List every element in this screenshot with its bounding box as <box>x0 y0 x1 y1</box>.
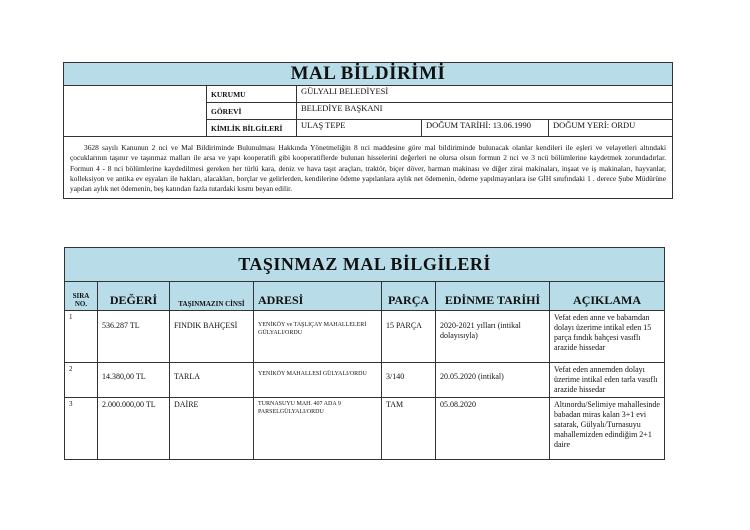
row-address: YENİKÖY ve TAŞLIÇAY MAHALLELERİ GÜLYALI/ORDU <box>254 311 382 363</box>
header-adresi: ADRESİ <box>254 282 382 311</box>
row-no: 2 <box>65 363 98 398</box>
header-sira: SIRA NO. <box>65 282 98 311</box>
row-address: TURNASUYU MAH. 407 ADA 9 PARSELGÜLYALI/ORDU <box>254 398 382 460</box>
form-title: MAL BİLDİRİMİ <box>64 63 673 86</box>
header-degeri: DEĞERİ <box>98 282 170 311</box>
header-parca: PARÇA <box>382 282 436 311</box>
row-address: YENİKÖY MAHALLESİ GÜLYALI/ORDU <box>254 363 382 398</box>
declaration-form <box>63 62 672 199</box>
row-acquired: 20.05.2020 (intikal) <box>436 363 550 398</box>
legal-paragraph: 3628 sayılı Kanunun 2 nci ve Mal Bildiriminde Bulunulması Hakkında Yönetmeliğin 8 nci maddesine göre mal bildiriminde bulunacak olanlar kendileri ile eşleri ve velayetleri altındaki çocuklarının taşınır ve taşınmaz malları ile arsa ve yapı kooperatifi gibi kooperatiflerde bulunan hisselerini değerleri ne olursa olsun formun 2 nci ve 3 ncü bölümlerine kaydetmek zorundadırlar. Formun 4 - 8 nci bölümlerine kaydedilmesi gereken her türlü kara, deniz ve hava taşıt araçları, traktör, biçer döver, harman makinası ve diğer zirai makinaları, inşaat ve iş makinaları, hayvanlar, kolleksiyon ve antika ev eşyaları ile hakları, alacakları, borçlar ve gelirlerden, kendilerine ödeme yapılanlara aylık net ödemenin, ödeme yapılmayanlara ise GİH sınıfındaki 1 . derece Şube Müdürüne yapılan aylık net ödemenin, beş katından fazla tutardaki kısmı beyan edilir. <box>64 137 673 199</box>
row-no: 1 <box>65 311 98 363</box>
estate-title: TAŞINMAZ MAL BİLGİLERİ <box>65 248 665 282</box>
row-type: TARLA <box>170 363 254 398</box>
row-value: 536.287 TL <box>98 311 170 363</box>
table-row <box>65 363 665 398</box>
row-type: DAİRE <box>170 398 254 460</box>
real-estate-table <box>64 247 665 460</box>
declaration-table <box>63 62 673 199</box>
row-type: FINDIK BAHÇESİ <box>170 311 254 363</box>
birth-date-value: DOĞUM TARİHİ: 13.06.1990 <box>422 120 549 137</box>
header-aciklama: AÇIKLAMA <box>550 282 665 311</box>
row-acquired: 2020-2021 yılları (intikal dolayısıyla) <box>436 311 550 363</box>
table-row <box>65 398 665 460</box>
row-acquired: 05.08.2020 <box>436 398 550 460</box>
row-description: Vefat eden anne ve babamdan dolayı üzerime intikal eden 15 parça fındık bahçesi vasıflı arazide hissedar <box>550 311 665 363</box>
gorevi-label: GÖREVİ <box>207 103 297 120</box>
gorevi-value: BELEDİYE BAŞKANI <box>297 103 673 120</box>
birth-place-value: DOĞUM YERİ: ORDU <box>549 120 673 137</box>
row-parcel: TAM <box>382 398 436 460</box>
row-parcel: 15 PARÇA <box>382 311 436 363</box>
header-edinme: EDİNME TARİHİ <box>436 282 550 311</box>
name-value: ULAŞ TEPE <box>297 120 422 137</box>
row-no: 3 <box>65 398 98 460</box>
header-cinsi: TAŞINMAZIN CİNSİ <box>170 282 254 311</box>
kimlik-label: KİMLİK BİLGİLERİ <box>207 120 297 137</box>
kurumu-label: KURUMU <box>207 86 297 103</box>
photo-area <box>64 86 207 137</box>
table-row <box>65 311 665 363</box>
row-parcel: 3/140 <box>382 363 436 398</box>
row-value: 2.000.000,00 TL <box>98 398 170 460</box>
row-value: 14.380,00 TL <box>98 363 170 398</box>
row-description: Altınordu/Selimiye mahallesinde babadan miras kalan 3+1 evi satarak, Gülyalı/Turnasuyu mahallemizden edindiğim 2+1 daire <box>550 398 665 460</box>
real-estate-section <box>64 247 664 460</box>
kurumu-value: GÜLYALI BELEDİYESİ <box>297 86 673 103</box>
row-description: Vefat eden annemden dolayı üzerime intikal eden tarla vasıflı arazide hissedar <box>550 363 665 398</box>
